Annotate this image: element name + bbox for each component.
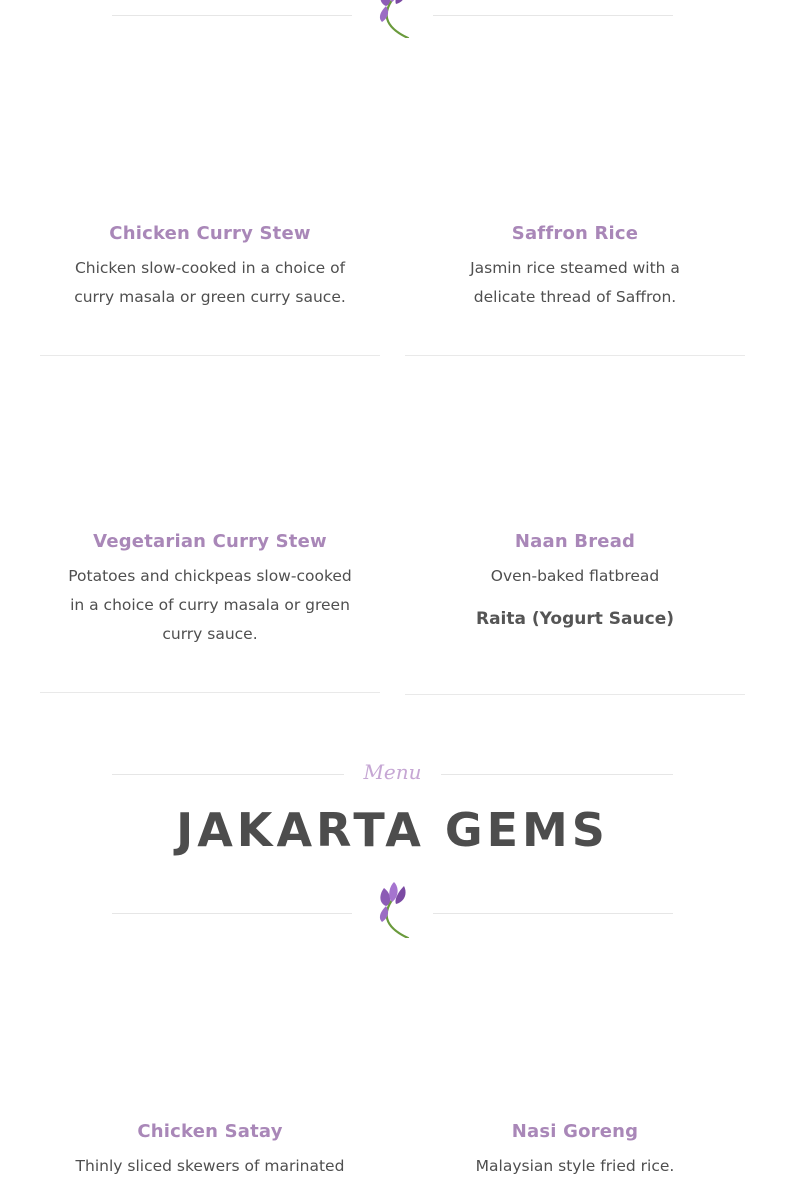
dish-description: Chicken slow-cooked in a choice of curry masala or green curry sauce. — [74, 259, 346, 306]
menu-label: Menu — [363, 760, 422, 784]
dish-description: Malaysian style fried rice. — [475, 1157, 675, 1175]
dish-title: Naan Bread — [514, 531, 636, 552]
dish-card — [405, 1120, 745, 1181]
item-divider — [40, 355, 380, 356]
section-title: JAKARTA GEMS — [176, 803, 609, 857]
dish-title: Vegetarian Curry Stew — [93, 531, 327, 552]
dish-description: Jasmin rice steamed with a delicate thread of Saffron. — [470, 259, 680, 306]
divider-line-left — [112, 15, 352, 16]
dish-card — [40, 222, 380, 312]
divider-line-left — [112, 913, 352, 914]
divider-line-right — [433, 913, 673, 914]
divider-line-right — [433, 15, 673, 16]
dish-card — [405, 530, 745, 631]
dish-side-item: Raita (Yogurt Sauce) — [476, 609, 674, 629]
item-divider — [405, 694, 745, 695]
menu-label-line-left — [112, 774, 344, 775]
dish-description: Oven-baked flatbread — [490, 567, 660, 585]
dish-title: Chicken Satay — [137, 1121, 283, 1142]
menu-label-line-right — [441, 774, 673, 775]
saffron-flower-icon — [370, 878, 414, 938]
dish-card — [405, 222, 745, 312]
dish-card — [40, 530, 380, 649]
dish-description: Thinly sliced skewers of marinated — [75, 1157, 345, 1175]
item-divider — [40, 692, 380, 693]
item-divider — [405, 355, 745, 356]
dish-card — [40, 1120, 380, 1181]
dish-description: Potatoes and chickpeas slow-cooked in a choice of curry masala or green curry sauce. — [68, 567, 352, 643]
dish-title: Chicken Curry Stew — [109, 223, 311, 244]
dish-title: Nasi Goreng — [511, 1121, 639, 1142]
saffron-flower-icon — [370, 0, 414, 38]
dish-title: Saffron Rice — [511, 223, 639, 244]
